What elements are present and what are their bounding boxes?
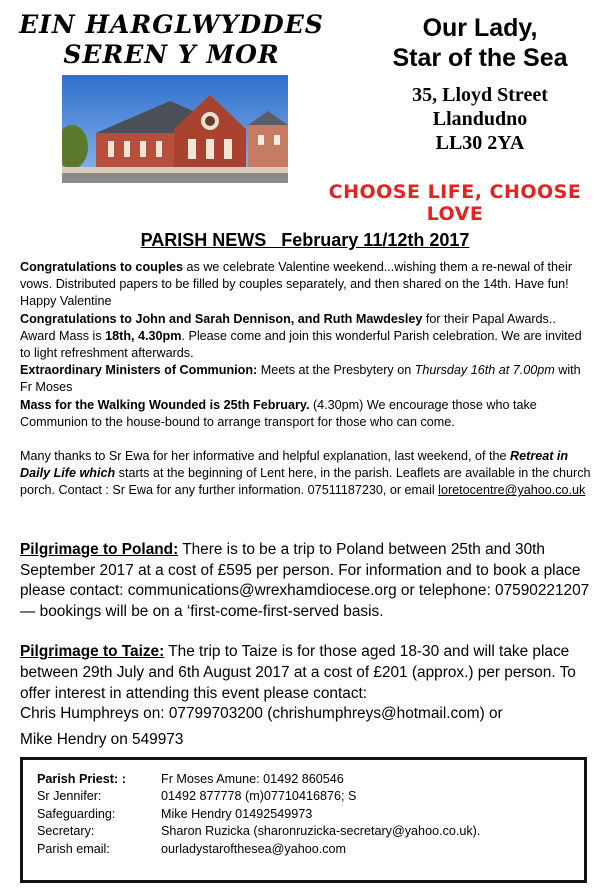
contact-label: Parish email: <box>37 841 110 856</box>
taize-text: The trip to Taize is for those aged 18-30 and will take place between 29th July and 6th August 2017 at a cost of £201 (approx.) per person. To offer interest in attending this event please contact: <box>20 643 576 702</box>
contact-value: Fr Moses Amune: 01492 860546 <box>161 772 344 786</box>
contact-row-priest <box>37 771 480 788</box>
church-name-line2: Star of the Sea <box>392 44 568 72</box>
valentine-text: as we celebrate Valentine weekend...wishing them a re-newal of their vows. Distributed papers to be filled by couples separately, and then shared on the 14th. Have fun! Happy Valentine <box>20 260 573 309</box>
contact-row-sister <box>37 788 480 805</box>
church-photo <box>62 75 288 183</box>
papal-awards-time: 18th, 4.30pm <box>105 328 182 343</box>
ministers-bold: Extraordinary Ministers of Communion: <box>20 363 258 378</box>
parish-news-heading-text: PARISH NEWS February 11/12th 2017 <box>140 230 470 250</box>
address-street: 35, Lloyd Street <box>412 84 548 106</box>
contact-label: Secretary: <box>37 824 95 839</box>
address-postcode: LL30 2YA <box>435 132 525 154</box>
taize-contact2: Mike Hendry on 549973 <box>20 730 184 748</box>
ministers-text1: Meets at the Presbytery on <box>257 363 415 378</box>
valentine-bold: Congratulations to couples <box>20 260 184 274</box>
news-body-small <box>20 259 592 500</box>
church-address <box>360 83 600 155</box>
retreat-bolditalic: Retreat in Daily Life which <box>20 449 569 481</box>
spacer <box>20 431 592 448</box>
news-item-poland <box>20 540 595 622</box>
retreat-text1: Many thanks to Sr Ewa for her informative and helpful explanation, last weekend, of the <box>20 449 511 464</box>
walking-wounded-text: (4.30pm) We encourage those who take Communion to the house-bound to arrange transport for those who can come. <box>20 397 537 429</box>
ministers-italic: Thursday 16th at 7.00pm <box>414 363 555 378</box>
welsh-title-line2: SEREN Y MOR <box>63 40 280 69</box>
contact-value: ourladystaroftheseа@yahoo.com <box>161 841 347 856</box>
news-item-walking-wounded <box>20 397 592 431</box>
contact-row-email <box>37 841 480 858</box>
taize-contact1: Chris Humphreys on: 07799703200 (chrishumphreys@hotmail.com) or <box>20 705 503 723</box>
papal-awards-text1: for their Papal Awards.. Award Mass is <box>20 311 556 343</box>
contact-value: Sharon Ruzicka (sharonruzicka-secretary@yahoo.co.uk). <box>161 824 481 839</box>
retreat-text2: starts at the beginning of Lent here, in the parish. Leaflets are available in the church porch. Contact : Sr Ewa for any further information. 07511187230, or email <box>20 466 591 498</box>
contact-label: Parish Priest: : <box>37 772 126 786</box>
contact-row-safeguarding <box>37 806 480 823</box>
taize-heading: Pilgrimage to Taize: <box>20 643 165 661</box>
church-name <box>360 13 600 73</box>
papal-awards-bold: Congratulations to John and Sarah Dennison, and Ruth Mawdesley <box>20 311 423 326</box>
news-item-papal-awards <box>20 311 592 363</box>
church-illustration <box>62 75 288 183</box>
poland-text: There is to be a trip to Poland between 25th and 30th September 2017 at a cost of £595 per person. For information and to book a place please contact: communications@wrexhamdiocese.org or telephone: 07590221207— bookings will be on a ‘first-come-first-served basis. <box>20 541 590 620</box>
address-town: Llandudno <box>432 108 528 130</box>
welsh-title-line1: EIN HARGLWYDDES <box>19 10 324 39</box>
contact-row-secretary <box>37 823 480 840</box>
news-item-valentine <box>20 259 592 311</box>
contact-value: Mike Hendry 01492549973 <box>161 806 313 821</box>
contact-label: Sr Jennifer: <box>37 789 102 804</box>
walking-wounded-bold: Mass for the Walking Wounded is 25th February. <box>20 397 310 412</box>
news-item-retreat <box>20 448 592 500</box>
ministers-text2: with Fr Moses <box>20 363 581 395</box>
papal-awards-text2: . Please come and join this wonderful Parish celebration. We are invited to light refreshment afterwards. <box>20 328 582 361</box>
news-item-ministers <box>20 362 592 396</box>
welsh-title <box>14 10 329 70</box>
spacer <box>20 622 595 642</box>
contact-label: Safeguarding: <box>37 806 116 821</box>
contact-value: 01492 877778 (m)07710416876; S <box>161 789 357 804</box>
slogan: CHOOSE LIFE, CHOOSE LOVE <box>328 181 582 225</box>
news-body-large <box>20 540 595 750</box>
contact-list <box>37 771 480 858</box>
poland-heading: Pilgrimage to Poland: <box>20 541 179 558</box>
parish-news-heading <box>20 230 590 251</box>
retreat-email-link[interactable]: loretocentre@yahoo.co.uk <box>438 483 586 498</box>
news-item-taize <box>20 642 595 704</box>
church-name-line1: Our Lady, <box>422 14 538 42</box>
